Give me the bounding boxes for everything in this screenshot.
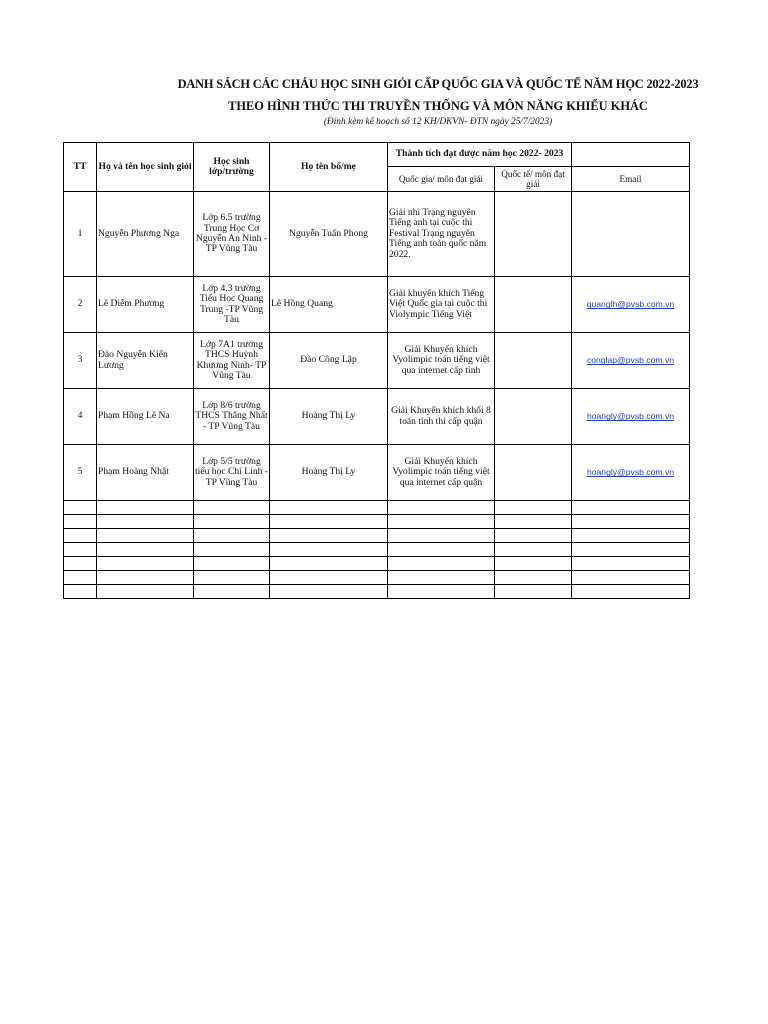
cell-class-school: Lớp 5/5 trường tiểu học Chí Linh - TP Vũng Tàu <box>194 445 270 501</box>
empty-row <box>64 501 690 515</box>
cell-tt: 1 <box>64 192 97 277</box>
cell-email[interactable]: quanglh@pvsb.com.vn <box>572 277 690 333</box>
table-row <box>64 333 690 389</box>
cell-parent: Hoàng Thị Ly <box>270 389 388 445</box>
col-header-achievement: Thành tích đạt được năm học 2022- 2023 <box>388 143 572 167</box>
empty-row <box>64 557 690 571</box>
col-header-parent: Họ tên bố/mẹ <box>270 143 388 192</box>
cell-student: Đào Nguyễn Kiến Lương <box>97 333 194 389</box>
document-title-line2: THEO HÌNH THỨC THI TRUYỀN THỐNG VÀ MÔN NĂNG KHIẾU KHÁC <box>228 99 648 113</box>
col-header-student: Họ và tên học sinh giỏi <box>97 143 194 192</box>
cell-national: Giải Khuyến khích Vyolimpic toán tiếng việt qua internet cấp quận <box>388 445 495 501</box>
cell-parent: Lê Hồng Quang <box>270 277 388 333</box>
table-row <box>64 445 690 501</box>
cell-tt: 5 <box>64 445 97 501</box>
col-header-email: Email <box>572 167 690 192</box>
cell-student: Phạm Hoàng Nhật <box>97 445 194 501</box>
cell-student: Nguyễn Phương Nga <box>97 192 194 277</box>
cell-class-school: Lớp 6.5 trường Trung Học Cơ Nguyễn An Ninh -TP Vũng Tàu <box>194 192 270 277</box>
empty-row <box>64 543 690 557</box>
cell-email[interactable]: hoangly@pvsb.com.vn <box>572 445 690 501</box>
table-header-row <box>64 143 690 167</box>
cell-class-school: Lớp 4.3 trường Tiểu Học Quang Trung -TP Vũng Tàu <box>194 277 270 333</box>
cell-tt: 2 <box>64 277 97 333</box>
cell-email[interactable]: hoangly@pvsb.com.vn <box>572 389 690 445</box>
cell-student: Lê Diễm Phương <box>97 277 194 333</box>
cell-student: Phạm Hồng Lê Na <box>97 389 194 445</box>
cell-email[interactable] <box>572 192 690 277</box>
cell-class-school: Lớp 8/6 trường THCS Thắng Nhất - TP Vũng Tàu <box>194 389 270 445</box>
col-header-blank <box>572 143 690 167</box>
cell-national: Giải Khuyến khích khối 8 toán tỉnh thi cấp quận <box>388 389 495 445</box>
cell-international <box>495 277 572 333</box>
cell-parent: Hoàng Thị Ly <box>270 445 388 501</box>
col-header-tt: TT <box>64 143 97 192</box>
cell-national: Giải Khuyến khích Vyolimpic toán tiếng việt qua internet cấp tỉnh <box>388 333 495 389</box>
cell-national: Giải khuyến khích Tiếng Việt Quốc gia tại cuộc thi Violympic Tiếng Việt <box>388 277 495 333</box>
cell-parent: Đào Công Lập <box>270 333 388 389</box>
table-row <box>64 389 690 445</box>
students-table <box>63 142 690 599</box>
document-subtitle: (Đính kèm kế hoạch số 12 KH/DKVN- ĐTN ngày 25/7/2023) <box>323 117 553 127</box>
cell-tt: 4 <box>64 389 97 445</box>
empty-row <box>64 585 690 599</box>
col-header-national: Quốc gia/ môn đạt giải <box>388 167 495 192</box>
cell-class-school: Lớp 7A1 trường THCS Huỳnh Khương Ninh- TP Vũng Tàu <box>194 333 270 389</box>
cell-international <box>495 333 572 389</box>
document-title-line1: DANH SÁCH CÁC CHÁU HỌC SINH GIỎI CẤP QUỐC GIA VÀ QUỐC TẾ NĂM HỌC 2022-2023 <box>177 77 699 91</box>
cell-international <box>495 192 572 277</box>
cell-national: Giải nhì Trạng nguyên Tiếng anh tại cuộc thi Festival Trạng nguyên Tiếng anh toàn quốc năm 2022. <box>388 192 495 277</box>
empty-row <box>64 571 690 585</box>
empty-row <box>64 529 690 543</box>
col-header-class-school: Học sinh lớp/trường <box>194 143 270 192</box>
cell-tt: 3 <box>64 333 97 389</box>
cell-international <box>495 389 572 445</box>
empty-row <box>64 515 690 529</box>
table-row <box>64 277 690 333</box>
col-header-international: Quốc tế/ môn đạt giải <box>495 167 572 192</box>
cell-email[interactable]: conglap@pvsb.com.vn <box>572 333 690 389</box>
table-row <box>64 192 690 277</box>
cell-international <box>495 445 572 501</box>
cell-parent: Nguyễn Tuấn Phong <box>270 192 388 277</box>
